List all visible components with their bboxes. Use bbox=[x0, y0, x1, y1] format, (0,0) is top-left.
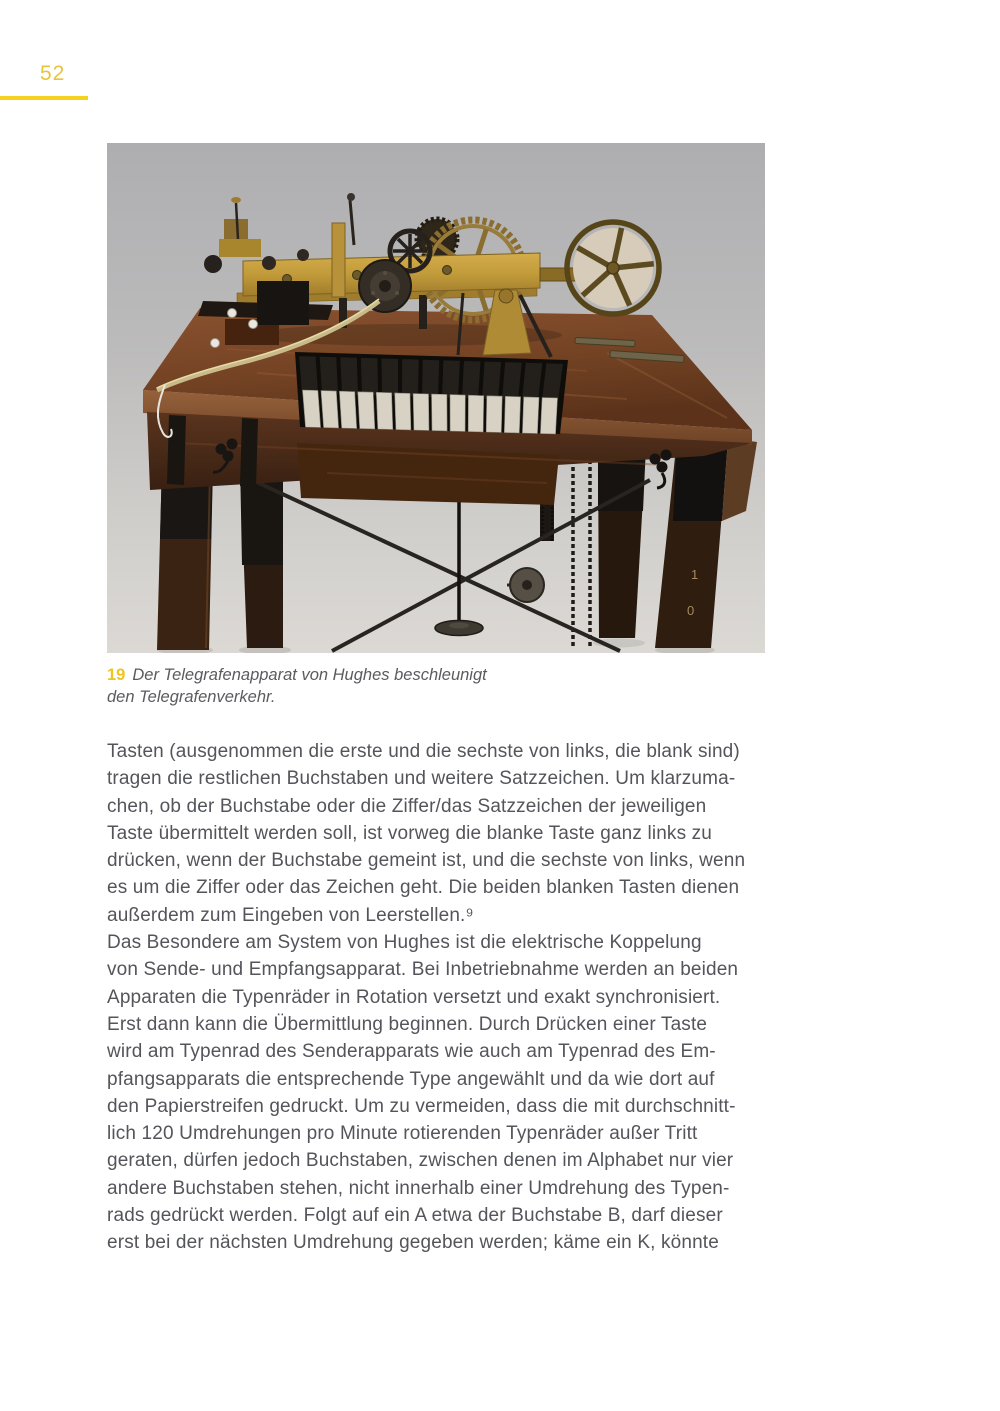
piano-key bbox=[340, 357, 358, 395]
body-text bbox=[107, 738, 787, 1257]
keyboard bbox=[295, 352, 568, 434]
piano-key bbox=[339, 391, 356, 428]
piano-key bbox=[402, 359, 419, 397]
piano-key bbox=[422, 360, 439, 397]
piano-key bbox=[413, 394, 429, 431]
body-line: außerdem zum Eingeben von Leerstellen.⁹ bbox=[107, 904, 474, 926]
body-line: Apparaten die Typenräder in Rotation versetzt und exakt synchronisiert. bbox=[107, 986, 721, 1008]
body-line: lich 120 Umdrehungen pro Minute rotierenden Typenräder außer Tritt bbox=[107, 1123, 698, 1145]
caption-line2: den Telegrafenverkehr. bbox=[107, 688, 276, 706]
accent-rule bbox=[0, 96, 88, 100]
body-line: wird am Typenrad des Senderapparats wie auch am Typenrad des Em- bbox=[107, 1041, 716, 1063]
piano-key bbox=[361, 358, 378, 396]
piano-key bbox=[486, 396, 502, 433]
piano-key bbox=[303, 390, 321, 428]
body-line: Taste übermittelt werden soll, ist vorweg die blanke Taste ganz links zu bbox=[107, 822, 713, 844]
piano-key bbox=[504, 396, 520, 433]
flywheel bbox=[567, 222, 659, 314]
piano-key bbox=[522, 397, 539, 434]
telegraph-photo-illustration bbox=[107, 143, 765, 653]
piano-key bbox=[462, 361, 481, 399]
iron-strap bbox=[240, 418, 258, 487]
piano-key bbox=[376, 392, 393, 429]
piano-key bbox=[320, 357, 338, 395]
piano-key bbox=[482, 362, 501, 400]
body-line: von Sende- und Empfangsapparat. Bei Inbetriebnahme werden an beiden bbox=[107, 959, 739, 981]
body-line: drücken, wenn der Buchstabe gemeint ist, und die sechste von links, wenn bbox=[107, 850, 746, 872]
piano-key bbox=[358, 392, 375, 429]
piano-key bbox=[432, 394, 448, 431]
ivory-knob bbox=[228, 309, 237, 318]
page-number: 52 bbox=[40, 62, 66, 85]
body-line: andere Buchstaben stehen, nicht innerhalb einer Umdrehung des Typen- bbox=[107, 1177, 730, 1199]
body-line: erst bei der nächsten Umdrehung gegeben werden; käme ein K, könnte bbox=[107, 1232, 719, 1254]
ivory-knob bbox=[211, 339, 220, 348]
type-drum bbox=[359, 260, 411, 312]
body-line: Das Besondere am System von Hughes ist die elektrische Koppelung bbox=[107, 932, 702, 954]
figure-photo bbox=[107, 143, 765, 653]
piano-key bbox=[540, 398, 557, 435]
piano-key bbox=[450, 395, 465, 432]
leg-marking-0: 0 bbox=[687, 603, 695, 618]
iron-strap bbox=[167, 415, 186, 485]
ivory-knob bbox=[249, 320, 258, 329]
piano-key bbox=[442, 360, 460, 398]
piano-key bbox=[468, 395, 484, 432]
piano-key bbox=[382, 359, 399, 397]
body-line: geraten, dürfen jedoch Buchstaben, zwischen denen im Alphabet nur vier bbox=[107, 1150, 734, 1172]
body-line: rads gedrückt werden. Folgt auf ein A etwa der Buchstabe B, darf dieser bbox=[107, 1205, 723, 1227]
body-line: Erst dann kann die Übermittlung beginnen. Durch Drücken einer Taste bbox=[107, 1013, 708, 1035]
body-line: tragen die restlichen Buchstaben und weitere Satzzeichen. Um klarzuma- bbox=[107, 768, 736, 790]
piano-key bbox=[395, 393, 411, 430]
caption-line1: Der Telegrafenapparat von Hughes beschleunigt bbox=[132, 666, 487, 684]
body-line: es um die Ziffer oder das Zeichen geht. Die beiden blanken Tasten dienen bbox=[107, 877, 740, 899]
body-line: den Papierstreifen gedruckt. Um zu vermeiden, dass die mit durchschnitt- bbox=[107, 1095, 736, 1117]
figure-caption bbox=[107, 664, 707, 708]
caption-number: 19 bbox=[107, 666, 126, 684]
piano-key bbox=[299, 356, 318, 394]
leg-marking-1: 1 bbox=[691, 567, 699, 582]
body-line: Tasten (ausgenommen die erste und die sechste von links, die blank sind) bbox=[107, 741, 740, 762]
body-line: chen, ob der Buchstabe oder die Ziffer/das Satzzeichen der jeweiligen bbox=[107, 795, 707, 817]
body-line: pfangsapparats die entsprechende Type angewählt und da wie dort auf bbox=[107, 1068, 715, 1090]
piano-key bbox=[321, 391, 339, 428]
